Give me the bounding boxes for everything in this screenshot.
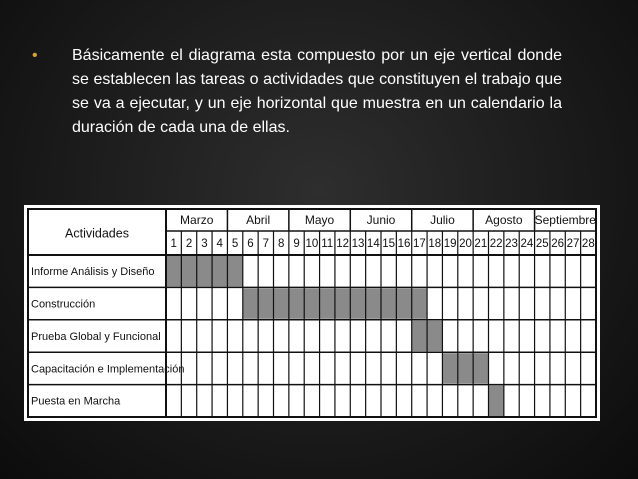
task-label: Prueba Global y Funcional: [31, 330, 161, 343]
month-label: Marzo: [180, 213, 214, 228]
bullet-point: [32, 44, 562, 140]
week-label: 26: [551, 238, 565, 251]
week-label: 17: [412, 238, 426, 251]
week-label: 24: [520, 238, 534, 251]
task-bar: [166, 256, 243, 286]
task-label: Capacitación e Implementación: [31, 363, 185, 376]
week-label: 15: [382, 238, 396, 251]
task-label: Puesta en Marcha: [31, 395, 121, 408]
week-label: 8: [277, 238, 285, 251]
week-label: 25: [535, 238, 549, 251]
week-label: 1: [170, 238, 177, 251]
month-label: Mayo: [304, 213, 335, 228]
week-label: 9: [293, 238, 300, 251]
gantt-chart: [24, 205, 600, 421]
gantt-svg: [24, 205, 600, 421]
bullet-marker: •: [32, 47, 38, 64]
week-label: 18: [428, 238, 442, 251]
week-label: 27: [566, 238, 580, 251]
week-label: 16: [397, 238, 411, 251]
task-bar: [442, 353, 488, 383]
week-label: 7: [262, 238, 270, 251]
month-label: Agosto: [485, 213, 523, 228]
activities-header: Actividades: [65, 226, 129, 241]
task-label: Construcción: [31, 298, 96, 311]
month-label: Abril: [246, 213, 271, 228]
week-label: 4: [216, 238, 223, 251]
week-label: 28: [581, 238, 595, 251]
bullet-text: Básicamente el diagrama esta compuesto por un eje vertical donde se establecen las tareas o actividades que constituyen el trabajo que se va a ejecutar, y un eje horizontal que muestra en un calendario la duración de cada una de ellas.: [72, 47, 562, 136]
week-label: 22: [489, 238, 503, 251]
week-label: 3: [201, 238, 208, 251]
task-bar: [489, 386, 504, 416]
week-label: 23: [505, 238, 518, 251]
week-label: 2: [185, 238, 193, 251]
week-label: 6: [247, 238, 254, 251]
week-label: 14: [366, 238, 380, 251]
month-label: Julio: [430, 213, 455, 228]
task-label: Informe Análisis y Diseño: [31, 266, 155, 279]
week-label: 21: [474, 238, 488, 251]
week-label: 12: [336, 238, 350, 251]
month-label: Junio: [366, 213, 396, 228]
week-label: 10: [305, 238, 319, 251]
month-label: Septiembre: [534, 213, 596, 228]
week-label: 13: [351, 238, 365, 251]
week-label: 19: [443, 238, 457, 251]
week-label: 11: [321, 238, 334, 251]
week-label: 5: [231, 238, 239, 251]
week-label: 20: [459, 238, 472, 251]
